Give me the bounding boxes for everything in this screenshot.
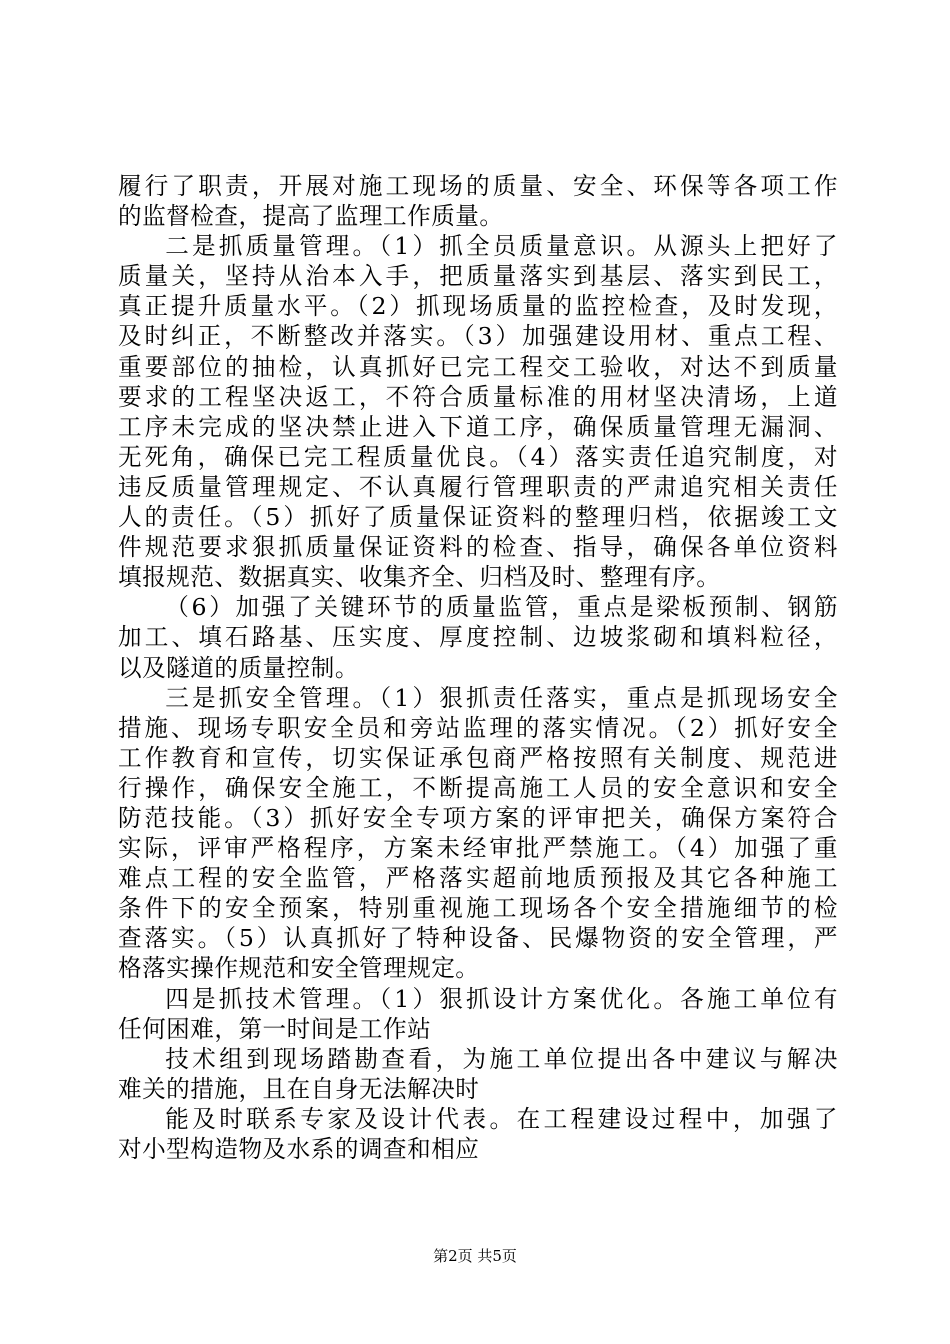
text-line: 填报规范、数据真实、收集齐全、归档及时、整理有序。: [118, 563, 721, 592]
text-line: 难点工程的安全监管，严格落实超前地质预报及其它各种施工: [118, 864, 838, 893]
text-line: 格落实操作规范和安全管理规定。: [118, 954, 480, 983]
text-line: 真正提升质量水平。（2）抓现场质量的监控检查，及时发现，: [118, 292, 838, 321]
page-footer: 第2页 共5页: [433, 1247, 517, 1265]
document-body: [118, 171, 838, 1164]
text-line: 防范技能。（3）抓好安全专项方案的评审把关，确保方案符合: [118, 803, 838, 832]
text-line: 四是抓技术管理。（1）狠抓设计方案优化。各施工单位有: [165, 984, 838, 1013]
text-line: 件规范要求狠抓质量保证资料的检查、指导，确保各单位资料: [118, 533, 838, 562]
text-line: 三是抓安全管理。（1）狠抓责任落实，重点是抓现场安全: [165, 683, 838, 712]
text-line: 查落实。（5）认真抓好了特种设备、民爆物资的安全管理，严: [118, 924, 838, 953]
text-line: 技术组到现场踏勘查看，为施工单位提出各中建议与解决: [165, 1044, 838, 1073]
text-line: （6）加强了关键环节的质量监管，重点是梁板预制、钢筋: [165, 593, 838, 622]
text-line: 工作教育和宣传，切实保证承包商严格按照有关制度、规范进: [118, 743, 838, 772]
text-line: 加工、填石路基、压实度、厚度控制、边坡浆砌和填料粒径，: [118, 623, 838, 652]
text-line: 能及时联系专家及设计代表。在工程建设过程中，加强了: [165, 1104, 838, 1133]
text-line: 以及隧道的质量控制。: [118, 653, 359, 682]
text-line: 难关的措施，且在自身无法解决时: [118, 1074, 480, 1103]
text-line: 的监督检查，提高了监理工作质量。: [118, 202, 504, 231]
text-line: 人的责任。（5）抓好了质量保证资料的整理归档，依据竣工文: [118, 503, 838, 532]
text-line: 实际，评审严格程序，方案未经审批严禁施工。（4）加强了重: [118, 834, 838, 863]
text-line: 重要部位的抽检，认真抓好已完工程交工验收，对达不到质量: [118, 352, 838, 381]
text-line: 履行了职责，开展对施工现场的质量、安全、环保等各项工作: [118, 172, 838, 200]
text-line: 措施、现场专职安全员和旁站监理的落实情况。（2）抓好安全: [118, 713, 838, 742]
text-line: 无死角，确保已完工程质量优良。（4）落实责任追究制度，对: [118, 442, 838, 471]
text-line: 条件下的安全预案，特别重视施工现场各个安全措施细节的检: [118, 894, 838, 923]
text-line: 要求的工程坚决返工，不符合质量标准的用材坚决清场，上道: [118, 382, 838, 411]
text-line: 质量关，坚持从治本入手，把质量落实到基层、落实到民工，: [118, 262, 838, 291]
text-line: 工序未完成的坚决禁止进入下道工序，确保质量管理无漏洞、: [118, 412, 838, 441]
text-line: 任何困难，第一时间是工作站: [118, 1014, 432, 1043]
text-line: 违反质量管理规定、不认真履行管理职责的严肃追究相关责任: [118, 472, 838, 501]
text-line: 对小型构造物及水系的调查和相应: [118, 1135, 480, 1163]
text-line: 行操作，确保安全施工，不断提高施工人员的安全意识和安全: [118, 773, 838, 802]
text-line: 二是抓质量管理。（1）抓全员质量意识。从源头上把好了: [165, 232, 838, 261]
text-line: 及时纠正，不断整改并落实。（3）加强建设用材、重点工程、: [118, 322, 838, 351]
